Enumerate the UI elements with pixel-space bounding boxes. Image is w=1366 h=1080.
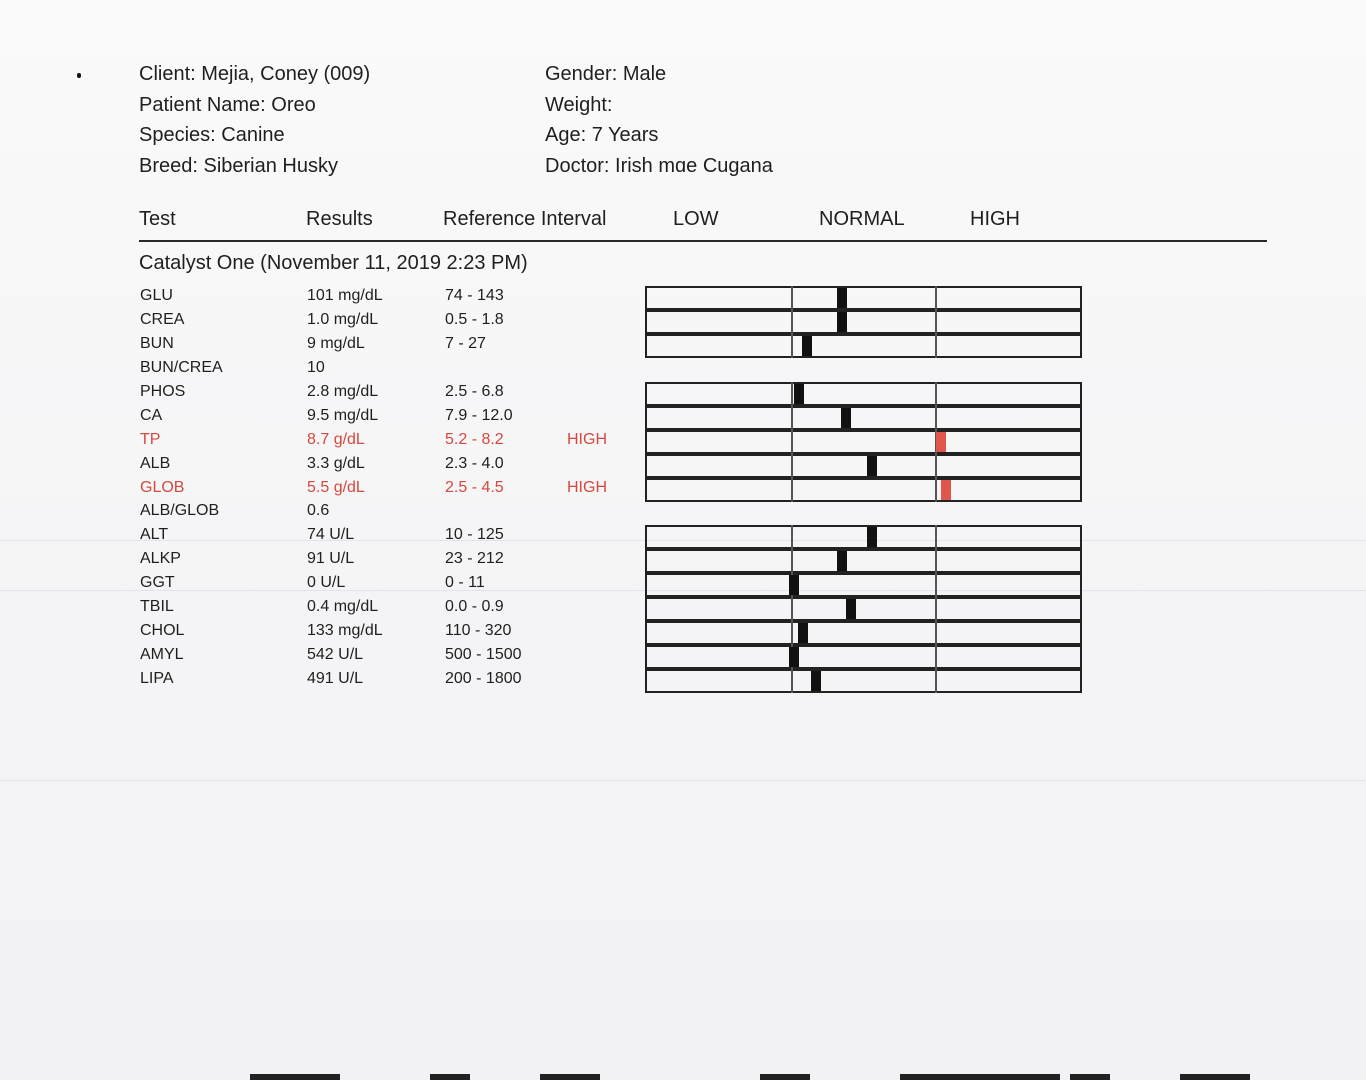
test-flag: HIGH	[567, 479, 607, 496]
test-name: BUN	[140, 335, 174, 352]
test-reference: 2.3 - 4.0	[445, 455, 504, 472]
column-header-test: Test	[139, 208, 176, 230]
range-scale-bar	[645, 406, 1082, 430]
test-reference: 200 - 1800	[445, 670, 522, 687]
low-normal-divider	[791, 334, 793, 358]
normal-high-divider	[935, 645, 937, 669]
header-divider	[139, 240, 1267, 242]
column-header-reference: Reference Interval	[443, 208, 607, 230]
test-name: GGT	[140, 574, 175, 591]
low-normal-divider	[791, 454, 793, 478]
result-marker	[867, 527, 877, 547]
patient-info-left	[139, 59, 370, 181]
test-reference: 0.0 - 0.9	[445, 598, 504, 615]
test-name: ALB/GLOB	[140, 502, 220, 519]
normal-high-divider	[935, 334, 937, 358]
test-reference: 74 - 143	[445, 287, 504, 304]
low-normal-divider	[791, 597, 793, 621]
test-name: LIPA	[140, 670, 174, 687]
low-normal-divider	[791, 286, 793, 310]
normal-high-divider	[935, 549, 937, 573]
test-reference: 2.5 - 6.8	[445, 383, 504, 400]
result-marker	[794, 384, 804, 404]
test-reference: 110 - 320	[445, 622, 512, 639]
test-result: 491 U/L	[307, 670, 364, 687]
test-reference: 23 - 212	[445, 550, 504, 567]
low-normal-divider	[791, 549, 793, 573]
range-scale-bar	[645, 430, 1082, 454]
range-scale-bar	[645, 645, 1082, 669]
normal-high-divider	[935, 406, 937, 430]
result-marker	[789, 647, 799, 667]
result-marker	[941, 480, 951, 500]
species-field: Species: Canine	[139, 124, 285, 146]
test-result: 9.5 mg/dL	[307, 407, 379, 424]
normal-high-divider	[935, 310, 937, 334]
client-field: Client: Mejia, Coney (009)	[139, 63, 371, 85]
normal-high-divider	[935, 382, 937, 406]
test-reference: 7.9 - 12.0	[445, 407, 513, 424]
weight-field: Weight:	[545, 93, 613, 116]
result-marker	[846, 599, 856, 619]
breed-field: Breed: Siberian Husky	[139, 154, 338, 177]
test-result: 8.7 g/dL	[307, 431, 365, 448]
low-normal-divider	[791, 382, 793, 406]
normal-high-divider	[935, 454, 937, 478]
column-header-results: Results	[306, 208, 373, 230]
normal-high-divider	[935, 597, 937, 621]
test-result: 0.4 mg/dL	[307, 598, 379, 615]
test-result: 3.3 g/dL	[307, 455, 365, 472]
range-scale-bar	[645, 549, 1082, 573]
result-marker	[837, 551, 847, 571]
test-result: 0.6	[307, 502, 330, 519]
test-name: CA	[140, 407, 163, 424]
scan-edge-marks	[0, 1070, 1366, 1080]
ink-dot	[77, 73, 81, 78]
result-marker	[798, 623, 808, 643]
gender-field: Gender: Male	[545, 63, 667, 85]
test-result: 2.8 mg/dL	[307, 383, 379, 400]
test-name: GLOB	[140, 479, 185, 496]
test-result: 10	[307, 359, 325, 376]
scan-artifact-line	[0, 780, 1366, 781]
result-marker	[936, 432, 946, 452]
range-scale-bar	[645, 669, 1082, 693]
patient-info-right	[545, 59, 773, 181]
range-scale-bar	[645, 525, 1082, 549]
test-reference: 0.5 - 1.8	[445, 311, 504, 328]
test-name: ALB	[140, 455, 171, 472]
test-result: 542 U/L	[307, 646, 364, 663]
test-reference: 500 - 1500	[445, 646, 522, 663]
range-scale-bar	[645, 621, 1082, 645]
normal-high-divider	[935, 286, 937, 310]
test-result: 5.5 g/dL	[307, 479, 365, 496]
test-name: ALT	[140, 526, 169, 543]
normal-high-divider	[935, 573, 937, 597]
patient-name-field: Patient Name: Oreo	[139, 93, 316, 116]
test-result: 0 U/L	[307, 574, 346, 591]
result-marker	[789, 575, 799, 595]
test-reference: 10 - 125	[445, 526, 504, 543]
normal-high-divider	[935, 621, 937, 645]
test-result: 1.0 mg/dL	[307, 311, 379, 328]
test-name: ALKP	[140, 550, 181, 567]
result-marker	[867, 456, 877, 476]
test-name: AMYL	[140, 646, 184, 663]
test-name: TP	[140, 431, 161, 448]
result-marker	[811, 671, 821, 691]
range-scale-bar	[645, 286, 1082, 310]
normal-high-divider	[935, 478, 937, 502]
test-flag: HIGH	[567, 431, 607, 448]
doctor-field: Doctor: Irish mɑe Cugana	[545, 154, 773, 177]
low-normal-divider	[791, 621, 793, 645]
test-name: GLU	[140, 287, 173, 304]
range-scale-bar	[645, 597, 1082, 621]
age-field: Age: 7 Years	[545, 124, 659, 146]
low-normal-divider	[791, 669, 793, 693]
range-scale-bar	[645, 454, 1082, 478]
test-reference: 0 - 11	[445, 574, 485, 591]
test-name: BUN/CREA	[140, 359, 223, 376]
column-header-low: LOW	[673, 208, 719, 230]
column-header-normal: NORMAL	[819, 208, 905, 230]
result-marker	[837, 312, 847, 332]
test-result: 101 mg/dL	[307, 287, 383, 304]
normal-high-divider	[935, 669, 937, 693]
low-normal-divider	[791, 478, 793, 502]
range-scale-bar	[645, 382, 1082, 406]
result-marker	[837, 288, 847, 308]
low-normal-divider	[791, 525, 793, 549]
column-header-high: HIGH	[970, 208, 1020, 230]
range-scale-bar	[645, 573, 1082, 597]
test-result: 9 mg/dL	[307, 335, 365, 352]
test-name: CREA	[140, 311, 185, 328]
low-normal-divider	[791, 430, 793, 454]
test-result: 133 mg/dL	[307, 622, 383, 639]
range-scale-bar	[645, 334, 1082, 358]
low-normal-divider	[791, 310, 793, 334]
test-result: 74 U/L	[307, 526, 355, 543]
test-name: PHOS	[140, 383, 186, 400]
low-normal-divider	[791, 406, 793, 430]
test-result: 91 U/L	[307, 550, 355, 567]
section-title: Catalyst One (November 11, 2019 2:23 PM)	[139, 252, 528, 274]
range-scale-bar	[645, 310, 1082, 334]
range-scale-bar	[645, 478, 1082, 502]
test-name: TBIL	[140, 598, 174, 615]
test-reference: 7 - 27	[445, 335, 486, 352]
result-marker	[841, 408, 851, 428]
test-name: CHOL	[140, 622, 185, 639]
test-reference: 5.2 - 8.2	[445, 431, 504, 448]
normal-high-divider	[935, 525, 937, 549]
test-reference: 2.5 - 4.5	[445, 479, 504, 496]
result-marker	[802, 336, 812, 356]
